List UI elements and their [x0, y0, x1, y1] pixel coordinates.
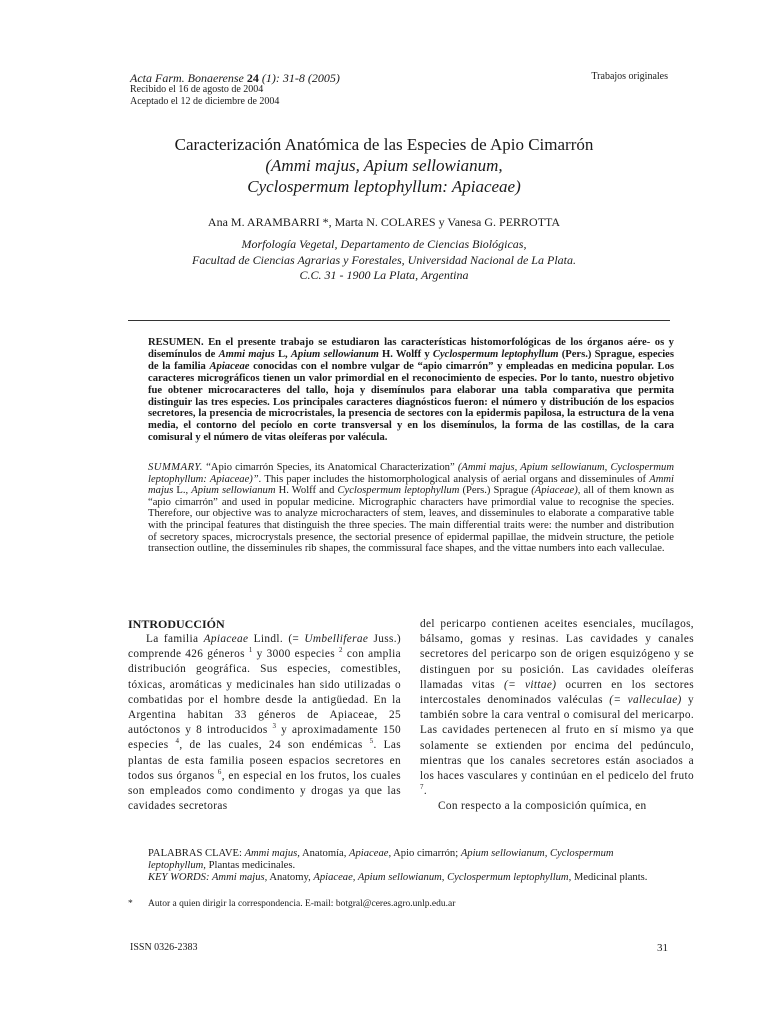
- reference-mark: 6: [217, 768, 222, 777]
- intro-text: .: [423, 785, 428, 798]
- affiliation-line-3: C.C. 31 - 1900 La Plata, Argentina: [299, 268, 469, 282]
- keyword: Apium sellowianum, Cyclospermum leptophyllum,: [148, 848, 614, 872]
- section-heading: INTRODUCCIÓN: [128, 617, 225, 631]
- summary-text: L.,: [173, 485, 192, 497]
- summary-text: all of them known as “apio cimarrón” and used in popular medicine. Micrographic characters have primordial value to recognise the species. Therefore, our objective was to analyze microcharacters of stem, leaves, and disseminules to elaborate a comparative table with the principal features that distinguish the three species. The main differential traits were: the number and distribution of secretory spaces, microcrystals presence, the sectorial presence of epidermal papillae, the midvein structure, the petiole transection outline, the disseminules rib shapes, the commissural face shapes, and the vittae numbers into each valleculae.: [148, 485, 674, 555]
- resumen-text-5: (Pers.): [558, 348, 592, 360]
- reference-mark: 4: [175, 737, 180, 746]
- intro-term: (= valleculae): [609, 694, 682, 707]
- reference-mark: 5: [369, 737, 374, 746]
- summary-label: SUMMARY.: [148, 462, 203, 473]
- section-label: Trabajos originales: [591, 71, 668, 82]
- family-name: Umbelliferae: [304, 633, 369, 645]
- intro-text: y también sobre la cara ventral o comisural del mericarpo. Las cavidades pertenecen al fruto en sí mismo ya que solamente se extienden por encima del pedúnculo, mientras que los canales secretores están asociados a los haces vasculares y continúan en el pedicelo del fruto: [420, 694, 694, 783]
- intro-term: (= vittae): [503, 678, 557, 691]
- keywords: [148, 848, 674, 885]
- keywords-label: PALABRAS CLAVE:: [148, 848, 245, 859]
- header-divider: [128, 320, 670, 321]
- summary-text: This paper includes the histomorphological analysis of aerial organs and disseminules of: [261, 473, 650, 485]
- intro-text: y aproximadamente 150 especies: [128, 724, 401, 752]
- intro-paragraph: Con respecto a la composición química, en: [438, 800, 647, 813]
- keywords-english: [148, 872, 674, 884]
- resumen-text-4: H. Wolff y: [378, 348, 433, 360]
- journal-name: Acta Farm. Bonaerense: [130, 71, 244, 85]
- reference-mark: 2: [339, 646, 343, 655]
- resumen-text-7: conocidas con el nombre vulgar de “apio cimarrón” y empleadas en medicina popular. Los caracteres micrográficos tienen un valor primordial en el reconocimiento de especies. Por lo tanto, nuestro objetivo fue obtener microcaracteres del tallo, hoja y disemínulos para elaborar una tabla comparativa que permita distinguir las tres especies. Los principales caracteres diagnósticos fueron: el número y distribución de los espacios secretores, la presencia de microcristales, la presencia de sectores con la epidermis papilosa, la estructura de la vena media, el contorno del pecíolo en corte transversal y en los disemínulos, la forma de las costillas, de la cara comisural y el número de vitas oleíferas por valécula.: [148, 360, 674, 444]
- page-number: 31: [657, 942, 668, 954]
- footnote-text: Autor a quien dirigir la correspondencia. E-mail: botgral@ceres.agro.unlp.edu.ar: [148, 899, 456, 909]
- family-name: Apiaceae: [203, 633, 249, 645]
- intro-text: ocurren en los sectores intercostales denominados valéculas: [420, 678, 694, 707]
- keyword: Plantas medicinales.: [205, 860, 296, 872]
- resumen-text-3: L,: [274, 348, 291, 360]
- species-name: Cyclospermum leptophyllum: [337, 485, 460, 497]
- resumen-text-2: os y disemínulos de: [148, 337, 674, 360]
- intro-text: Juss.) comprende 426 géneros: [128, 633, 401, 661]
- journal-volume: 24: [246, 71, 259, 85]
- summary-text: “Apio cimarrón Species, its Anatomical Characterization”: [202, 462, 458, 473]
- footnote: [128, 899, 688, 909]
- keyword: Anatomy,: [267, 872, 314, 884]
- summary-text: (Pers.) Sprague: [459, 485, 532, 497]
- title-line-1: Caracterización Anatómica de las Especies de Apio Cimarrón: [174, 135, 594, 154]
- keyword: Ammi majus,: [244, 848, 300, 859]
- species-name: Cyclospermum leptophyllum: [432, 348, 559, 360]
- resumen-text-1: RESUMEN. En el presente trabajo se estudiaron las características histomorfológicas de los órganos aére-: [148, 337, 651, 348]
- reference-mark: 7: [420, 783, 424, 792]
- accepted-date: Aceptado el 12 de diciembre de 2004: [130, 96, 280, 107]
- affiliation-line-2: Facultad de Ciencias Agrarias y Forestales, Universidad Nacional de La Plata.: [192, 252, 576, 267]
- intro-text: La familia: [146, 633, 204, 645]
- keywords-spanish: [148, 848, 674, 872]
- intro-paragraph: [128, 632, 401, 814]
- intro-column-left: [128, 617, 401, 814]
- affiliation-line-1: Morfología Vegetal, Departamento de Ciencias Biológicas,: [241, 237, 527, 251]
- resumen-text-6: Sprague, especies de la familia: [148, 348, 675, 372]
- abstract-spanish: [148, 337, 674, 444]
- intro-text: del pericarpo contienen aceites esenciales, mucílagos, bálsamo, gomas y resinas. Las cavidades y canales secretores del pericarpo son de origen esquizógeno y se distinguen por su posición. Las cavidades oleíferas llamadas vitas: [420, 618, 694, 691]
- authors: Ana M. ARAMBARRI *, Marta N. COLARES y Vanesa G. PERROTTA: [207, 215, 561, 229]
- species-name: Ammi majus: [218, 348, 275, 360]
- title-line-3: Cyclospermum leptophyllum: Apiaceae): [247, 177, 521, 196]
- received-dates: [130, 84, 279, 108]
- article-title: [0, 134, 768, 197]
- issn: ISSN 0326-2383: [130, 942, 198, 953]
- intro-paragraph: [420, 617, 694, 799]
- abstract-english: [148, 462, 674, 555]
- title-line-2: (Ammi majus, Apium sellowianum,: [265, 156, 503, 175]
- intro-text: y 3000 especies: [252, 648, 339, 661]
- summary-text: (Ammi majus, Apium sellowianum, Cyclospermum leptophyllum: Apiaceae)”.: [148, 462, 675, 485]
- intro-text: , de las cuales, 24 son endémicas: [179, 739, 370, 752]
- intro-text: . Las plantas de esta familia poseen espacios secretores en todos sus órganos: [128, 739, 401, 782]
- journal-issue: (1): 31-8 (2005): [258, 71, 340, 85]
- species-name: Apium sellowianum: [191, 485, 276, 497]
- reference-mark: 1: [248, 646, 253, 655]
- footnote-mark: *: [128, 899, 133, 909]
- keyword: Anatomía,: [299, 848, 350, 859]
- family-name: (Apiaceae),: [531, 485, 581, 497]
- intro-text: , en especial en los frutos, los cuales son empleados como condimento y drogas ya que las cavidades secretoras: [128, 769, 401, 813]
- intro-text: con amplia distribución geográfica. Sus especies, comestibles, tóxicas, aromáticas y medicinales han sido utilizadas o combatidas por el hombre desde la antigüedad. En la Argentina habitan 33 géneros de Apiaceae, 25 autóctonos y 8 introducidos: [128, 648, 401, 737]
- keyword: Medicinal plants.: [571, 872, 648, 884]
- intro-column-right: [420, 617, 694, 815]
- summary-text: H. Wolff and: [275, 485, 338, 497]
- received-date: Recibido el 16 de agosto de 2004: [130, 84, 264, 95]
- keyword: Apiaceae, Apium sellowianum, Cyclospermum leptophyllum,: [313, 872, 572, 884]
- keyword: KEY WORDS: Ammi majus,: [148, 872, 268, 884]
- keyword: Apiaceae,: [349, 848, 392, 859]
- reference-mark: 3: [272, 722, 277, 731]
- intro-text: Lindl. (=: [248, 633, 305, 645]
- family-name: Apiaceae: [209, 360, 250, 372]
- keyword: Apio cimarrón;: [391, 848, 461, 859]
- species-name: Ammi majus: [148, 473, 674, 497]
- species-name: Apium sellowianum: [290, 348, 379, 360]
- affiliation: [0, 237, 768, 284]
